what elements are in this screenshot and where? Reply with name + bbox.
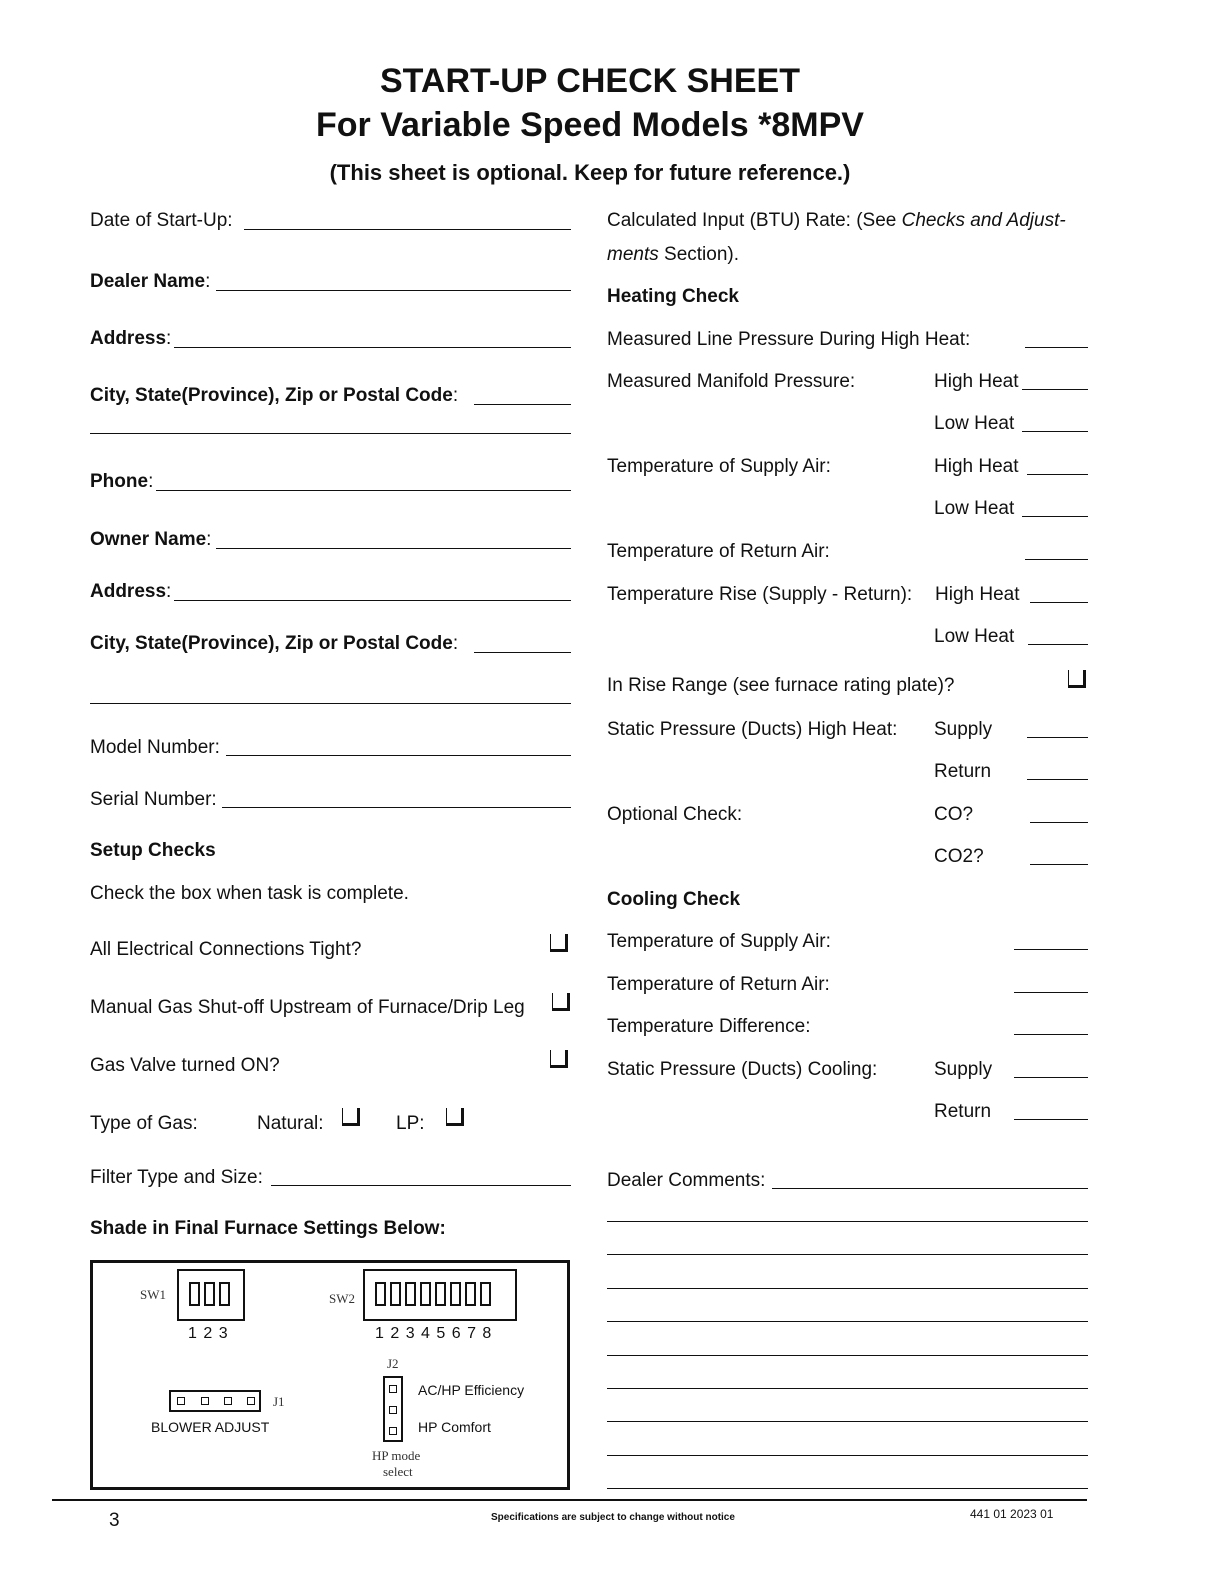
page-title: START-UP CHECK SHEET bbox=[379, 62, 800, 100]
setup-instructions: Check the box when task is complete. bbox=[90, 883, 409, 904]
dealer-comments-label: Dealer Comments: bbox=[607, 1170, 766, 1191]
temp-rise-high-field[interactable] bbox=[1030, 602, 1088, 603]
sw1-switch-3[interactable] bbox=[219, 1282, 230, 1306]
static-high-supply-label: Supply bbox=[934, 719, 993, 740]
serial-label: Serial Number: bbox=[90, 789, 217, 810]
sw1-numbers: 1 2 3 bbox=[188, 1325, 229, 1342]
supply-low-field[interactable] bbox=[1022, 516, 1088, 517]
line-pressure-field[interactable] bbox=[1025, 347, 1088, 348]
in-rise-checkbox[interactable] bbox=[1068, 670, 1086, 688]
j2-jumper[interactable] bbox=[383, 1376, 403, 1442]
dealer-name-field[interactable] bbox=[216, 290, 571, 291]
comments-line[interactable] bbox=[607, 1321, 1088, 1322]
city-label: City, State(Province), Zip or Postal Code: bbox=[90, 385, 459, 406]
city-field[interactable] bbox=[474, 404, 571, 405]
comments-line[interactable] bbox=[607, 1421, 1088, 1422]
supply-high-label: High Heat bbox=[934, 456, 1019, 477]
sw1-dip-switch[interactable] bbox=[177, 1269, 245, 1321]
j2-pin-1 bbox=[389, 1385, 397, 1393]
document-code: 441 01 2023 01 bbox=[970, 1507, 1054, 1521]
temp-rise-low-field[interactable] bbox=[1028, 644, 1088, 645]
hp-mode-label: HP mode bbox=[372, 1448, 421, 1463]
model-field[interactable] bbox=[226, 755, 571, 756]
check2-label: Manual Gas Shut-off Upstream of Furnace/Drip Leg bbox=[90, 997, 525, 1018]
cool-return-label: Temperature of Return Air: bbox=[607, 974, 830, 995]
sw2-switch-5[interactable] bbox=[435, 1282, 446, 1306]
co-field[interactable] bbox=[1030, 822, 1088, 823]
comments-line[interactable] bbox=[607, 1388, 1088, 1389]
sw2-switch-3[interactable] bbox=[405, 1282, 416, 1306]
date-label: Date of Start-Up: bbox=[90, 210, 233, 231]
return-air-field[interactable] bbox=[1025, 559, 1088, 560]
city2-label: City, State(Province), Zip or Postal Code: bbox=[90, 633, 459, 654]
sw2-switch-7[interactable] bbox=[465, 1282, 476, 1306]
sw2-switch-6[interactable] bbox=[450, 1282, 461, 1306]
return-air-label: Temperature of Return Air: bbox=[607, 541, 830, 562]
static-high-label: Static Pressure (Ducts) High Heat: bbox=[607, 719, 898, 740]
phone-label: Phone: bbox=[90, 471, 154, 492]
comments-line[interactable] bbox=[607, 1288, 1088, 1289]
j2-pin-2 bbox=[389, 1406, 397, 1414]
page-subtitle: For Variable Speed Models *8MPV bbox=[316, 106, 864, 144]
supply-air-label: Temperature of Supply Air: bbox=[607, 456, 831, 477]
hp-select-label: select bbox=[383, 1464, 413, 1479]
in-rise-label: In Rise Range (see furnace rating plate)? bbox=[607, 675, 955, 696]
setup-heading: Setup Checks bbox=[90, 840, 216, 861]
temp-diff-field[interactable] bbox=[1014, 1034, 1088, 1035]
owner-name-label: Owner Name: bbox=[90, 529, 212, 550]
page-note: (This sheet is optional. Keep for future reference.) bbox=[329, 160, 851, 185]
phone-field[interactable] bbox=[156, 490, 571, 491]
supply-high-field[interactable] bbox=[1027, 474, 1088, 475]
shade-heading: Shade in Final Furnace Settings Below: bbox=[90, 1218, 446, 1239]
sw1-switch-1[interactable] bbox=[189, 1282, 200, 1306]
j1-label: J1 bbox=[273, 1394, 285, 1409]
cool-supply-field[interactable] bbox=[1014, 949, 1088, 950]
manifold-label: Measured Manifold Pressure: bbox=[607, 371, 856, 392]
static-cool-label: Static Pressure (Ducts) Cooling: bbox=[607, 1059, 878, 1080]
sw2-switch-8[interactable] bbox=[480, 1282, 491, 1306]
sw2-label: SW2 bbox=[329, 1291, 355, 1306]
line-pressure-label: Measured Line Pressure During High Heat: bbox=[607, 329, 971, 350]
cooling-heading: Cooling Check bbox=[607, 889, 741, 910]
date-field[interactable] bbox=[244, 229, 571, 230]
page-number: 3 bbox=[109, 1510, 120, 1531]
blower-adjust-label: BLOWER ADJUST bbox=[151, 1419, 270, 1435]
dealer-name-label: Dealer Name: bbox=[90, 271, 211, 292]
model-label: Model Number: bbox=[90, 737, 220, 758]
static-high-supply-field[interactable] bbox=[1027, 737, 1088, 738]
calc-input-label: Calculated Input (BTU) Rate: (See Checks and Adjust- bbox=[607, 210, 1066, 231]
filter-field[interactable] bbox=[271, 1185, 571, 1186]
temp-rise-label: Temperature Rise (Supply - Return): bbox=[607, 584, 913, 605]
sw2-dip-switch[interactable] bbox=[363, 1269, 517, 1321]
owner-name-field[interactable] bbox=[216, 548, 571, 549]
natural-checkbox[interactable] bbox=[342, 1108, 360, 1126]
address2-field[interactable] bbox=[174, 600, 571, 601]
temp-rise-high-label: High Heat bbox=[935, 584, 1020, 605]
sw1-label: SW1 bbox=[140, 1287, 166, 1302]
footer-notice: Specifications are subject to change without notice bbox=[491, 1512, 735, 1523]
comments-line[interactable] bbox=[607, 1355, 1088, 1356]
comments-line[interactable] bbox=[607, 1455, 1088, 1456]
address-label: Address: bbox=[90, 328, 172, 349]
city2-field-line2[interactable] bbox=[90, 703, 571, 704]
furnace-settings-diagram bbox=[90, 1260, 570, 1490]
dealer-comments-field[interactable] bbox=[772, 1188, 1088, 1189]
comments-line[interactable] bbox=[607, 1221, 1088, 1222]
sw2-numbers: 1 2 3 4 5 6 7 8 bbox=[375, 1325, 493, 1342]
check1-label: All Electrical Connections Tight? bbox=[90, 939, 362, 960]
lp-checkbox[interactable] bbox=[446, 1108, 464, 1126]
manifold-high-label: High Heat bbox=[934, 371, 1019, 392]
check3-label: Gas Valve turned ON? bbox=[90, 1055, 280, 1076]
sw2-switch-4[interactable] bbox=[420, 1282, 431, 1306]
temp-diff-label: Temperature Difference: bbox=[607, 1016, 811, 1037]
j1-pin-1 bbox=[177, 1397, 185, 1405]
comments-line[interactable] bbox=[607, 1488, 1088, 1489]
optional-check-label: Optional Check: bbox=[607, 804, 743, 825]
natural-label: Natural: bbox=[257, 1113, 324, 1134]
address2-label: Address: bbox=[90, 581, 172, 602]
gas-type-label: Type of Gas: bbox=[90, 1113, 198, 1134]
manifold-low-field[interactable] bbox=[1022, 431, 1088, 432]
sw1-switch-2[interactable] bbox=[204, 1282, 215, 1306]
city2-field[interactable] bbox=[474, 652, 571, 653]
calc-input-label-cont: ments Section). bbox=[607, 244, 740, 265]
sw2-switch-2[interactable] bbox=[390, 1282, 401, 1306]
j2-label: J2 bbox=[387, 1356, 399, 1371]
lp-label: LP: bbox=[396, 1113, 425, 1134]
cool-return-field[interactable] bbox=[1014, 992, 1088, 993]
manifold-low-label: Low Heat bbox=[934, 413, 1015, 434]
manifold-high-field[interactable] bbox=[1022, 389, 1088, 390]
check3-checkbox[interactable] bbox=[550, 1050, 568, 1068]
ac-hp-efficiency-label: AC/HP Efficiency bbox=[418, 1382, 525, 1398]
sw2-switch-1[interactable] bbox=[375, 1282, 386, 1306]
footer-rule bbox=[52, 1499, 1087, 1501]
heating-heading: Heating Check bbox=[607, 286, 739, 307]
static-high-return-field[interactable] bbox=[1027, 779, 1088, 780]
hp-comfort-label: HP Comfort bbox=[418, 1419, 491, 1435]
static-cool-return-label: Return bbox=[934, 1101, 992, 1122]
supply-low-label: Low Heat bbox=[934, 498, 1015, 519]
co2-field[interactable] bbox=[1030, 864, 1088, 865]
co-label: CO? bbox=[934, 804, 974, 825]
j2-pin-3 bbox=[389, 1427, 397, 1435]
j1-pin-2 bbox=[201, 1397, 209, 1405]
comments-line[interactable] bbox=[607, 1254, 1088, 1255]
j1-pin-4 bbox=[247, 1397, 255, 1405]
blower-adjust-jumper[interactable] bbox=[169, 1390, 261, 1412]
static-high-return-label: Return bbox=[934, 761, 992, 782]
cool-supply-label: Temperature of Supply Air: bbox=[607, 931, 831, 952]
check1-checkbox[interactable] bbox=[550, 934, 568, 952]
static-cool-return-field[interactable] bbox=[1014, 1119, 1088, 1120]
serial-field[interactable] bbox=[222, 807, 571, 808]
address-field[interactable] bbox=[174, 347, 571, 348]
static-cool-supply-field[interactable] bbox=[1014, 1077, 1088, 1078]
check2-checkbox[interactable] bbox=[552, 993, 570, 1011]
filter-label: Filter Type and Size: bbox=[90, 1167, 263, 1188]
temp-rise-low-label: Low Heat bbox=[934, 626, 1015, 647]
co2-label: CO2? bbox=[934, 846, 984, 867]
j1-pin-3 bbox=[224, 1397, 232, 1405]
static-cool-supply-label: Supply bbox=[934, 1059, 993, 1080]
city-field-line2[interactable] bbox=[90, 433, 571, 434]
